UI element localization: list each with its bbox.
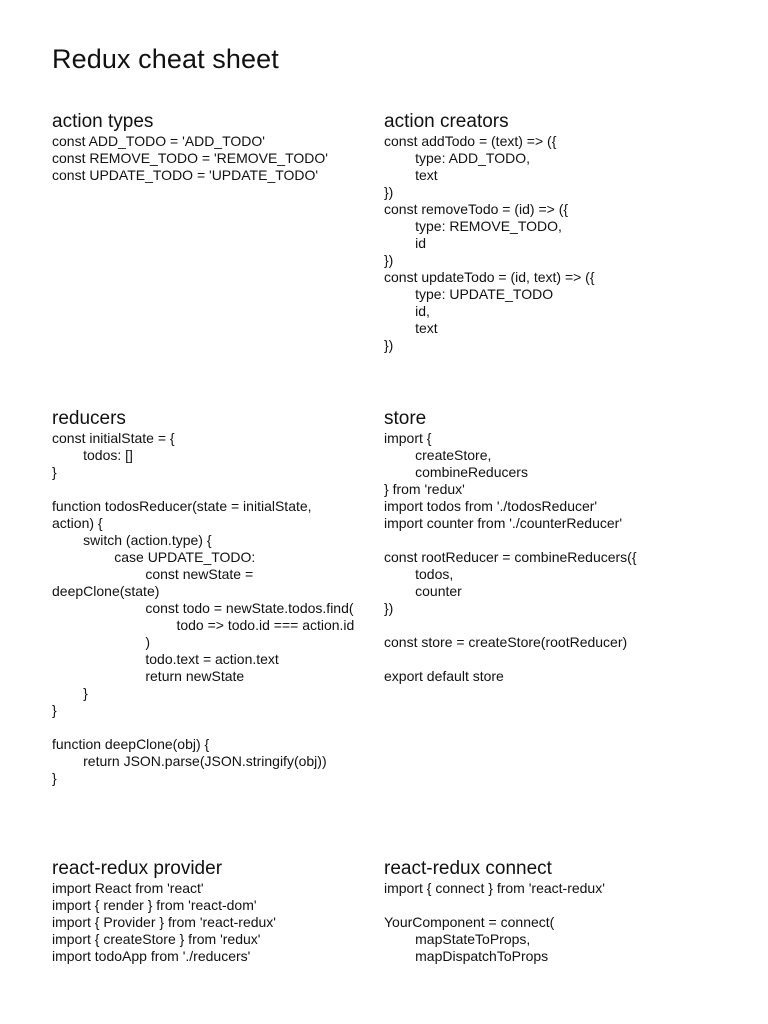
code-line: type: REMOVE_TODO,: [384, 218, 562, 234]
code-line: todo => todo.id === action.id: [52, 617, 355, 633]
code-line: switch (action.type) {: [52, 532, 212, 548]
code-line: mapStateToProps,: [384, 931, 531, 947]
code-line: import todoApp from './reducers': [52, 948, 251, 964]
code-line: todos: []: [52, 447, 133, 463]
code-line: type: ADD_TODO,: [384, 150, 531, 166]
code-block: [52, 880, 382, 965]
code-line: import counter from './counterReducer': [384, 515, 622, 531]
code-line: const store = createStore(rootReducer): [384, 634, 628, 650]
section-heading: action creators: [384, 111, 509, 132]
code-line: }): [384, 600, 394, 616]
code-line: todo.text = action.text: [52, 651, 279, 667]
code-line: const rootReducer = combineReducers({: [384, 549, 637, 565]
code-line: function todosReducer(state = initialState,: [52, 498, 312, 514]
section-action-creators: [384, 111, 714, 354]
code-line: text: [384, 167, 438, 183]
code-block: [384, 880, 714, 965]
code-line: [52, 719, 382, 736]
code-line: mapDispatchToProps: [384, 948, 549, 964]
code-line: [384, 897, 714, 914]
code-line: import { Provider } from 'react-redux': [52, 914, 276, 930]
code-line: }): [384, 252, 394, 268]
code-line: id: [384, 235, 427, 251]
code-line: [384, 617, 714, 634]
code-line: deepClone(state): [52, 583, 160, 599]
code-line: id,: [384, 303, 430, 319]
code-line: const removeTodo = (id) => ({: [384, 201, 569, 217]
section-store: [384, 408, 714, 685]
code-line: import todos from './todosReducer': [384, 498, 598, 514]
code-line: type: UPDATE_TODO: [384, 286, 554, 302]
code-line: import { render } from 'react-dom': [52, 897, 257, 913]
section-heading: react-redux provider: [52, 858, 223, 879]
code-line: function deepClone(obj) {: [52, 736, 210, 752]
code-block: [52, 430, 382, 787]
code-line: const initialState = {: [52, 430, 175, 446]
code-line: }): [384, 184, 394, 200]
code-block: [384, 430, 714, 685]
code-line: ): [52, 634, 151, 650]
code-line: }: [52, 464, 57, 480]
page-title: Redux cheat sheet: [52, 44, 279, 74]
code-line: return newState: [52, 668, 245, 684]
code-line: import { connect } from 'react-redux': [384, 880, 605, 896]
section-action-types: [52, 111, 382, 184]
code-line: const ADD_TODO = 'ADD_TODO': [52, 133, 265, 149]
code-line: const REMOVE_TODO = 'REMOVE_TODO': [52, 150, 328, 166]
section-heading: store: [384, 408, 427, 429]
section-heading: action types: [52, 111, 154, 132]
code-line: todos,: [384, 566, 454, 582]
code-line: const todo = newState.todos.find(: [52, 600, 354, 616]
code-line: YourComponent = connect(: [384, 914, 555, 930]
code-line: action) {: [52, 515, 103, 531]
section-heading: react-redux connect: [384, 858, 552, 879]
code-line: const addTodo = (text) => ({: [384, 133, 557, 149]
code-line: }): [384, 337, 394, 353]
code-line: }: [52, 770, 57, 786]
code-line: } from 'redux': [384, 481, 465, 497]
code-line: }: [52, 685, 88, 701]
section-react-redux-connect: [384, 858, 714, 965]
code-line: [384, 651, 714, 668]
code-line: export default store: [384, 668, 504, 684]
code-line: [52, 481, 382, 498]
code-block: [52, 133, 382, 184]
code-line: }: [52, 702, 57, 718]
code-line: const updateTodo = (id, text) => ({: [384, 269, 595, 285]
code-line: createStore,: [384, 447, 492, 463]
code-line: import {: [384, 430, 432, 446]
code-line: return JSON.parse(JSON.stringify(obj)): [52, 753, 327, 769]
code-line: combineReducers: [384, 464, 528, 480]
section-heading: reducers: [52, 408, 126, 429]
code-line: text: [384, 320, 438, 336]
section-reducers: [52, 408, 382, 787]
code-block: [384, 133, 714, 354]
code-line: import { createStore } from 'redux': [52, 931, 261, 947]
code-line: case UPDATE_TODO:: [52, 549, 256, 565]
code-line: const newState =: [52, 566, 254, 582]
code-line: import React from 'react': [52, 880, 204, 896]
code-line: counter: [384, 583, 462, 599]
section-react-redux-provider: [52, 858, 382, 965]
code-line: [384, 532, 714, 549]
code-line: const UPDATE_TODO = 'UPDATE_TODO': [52, 167, 319, 183]
